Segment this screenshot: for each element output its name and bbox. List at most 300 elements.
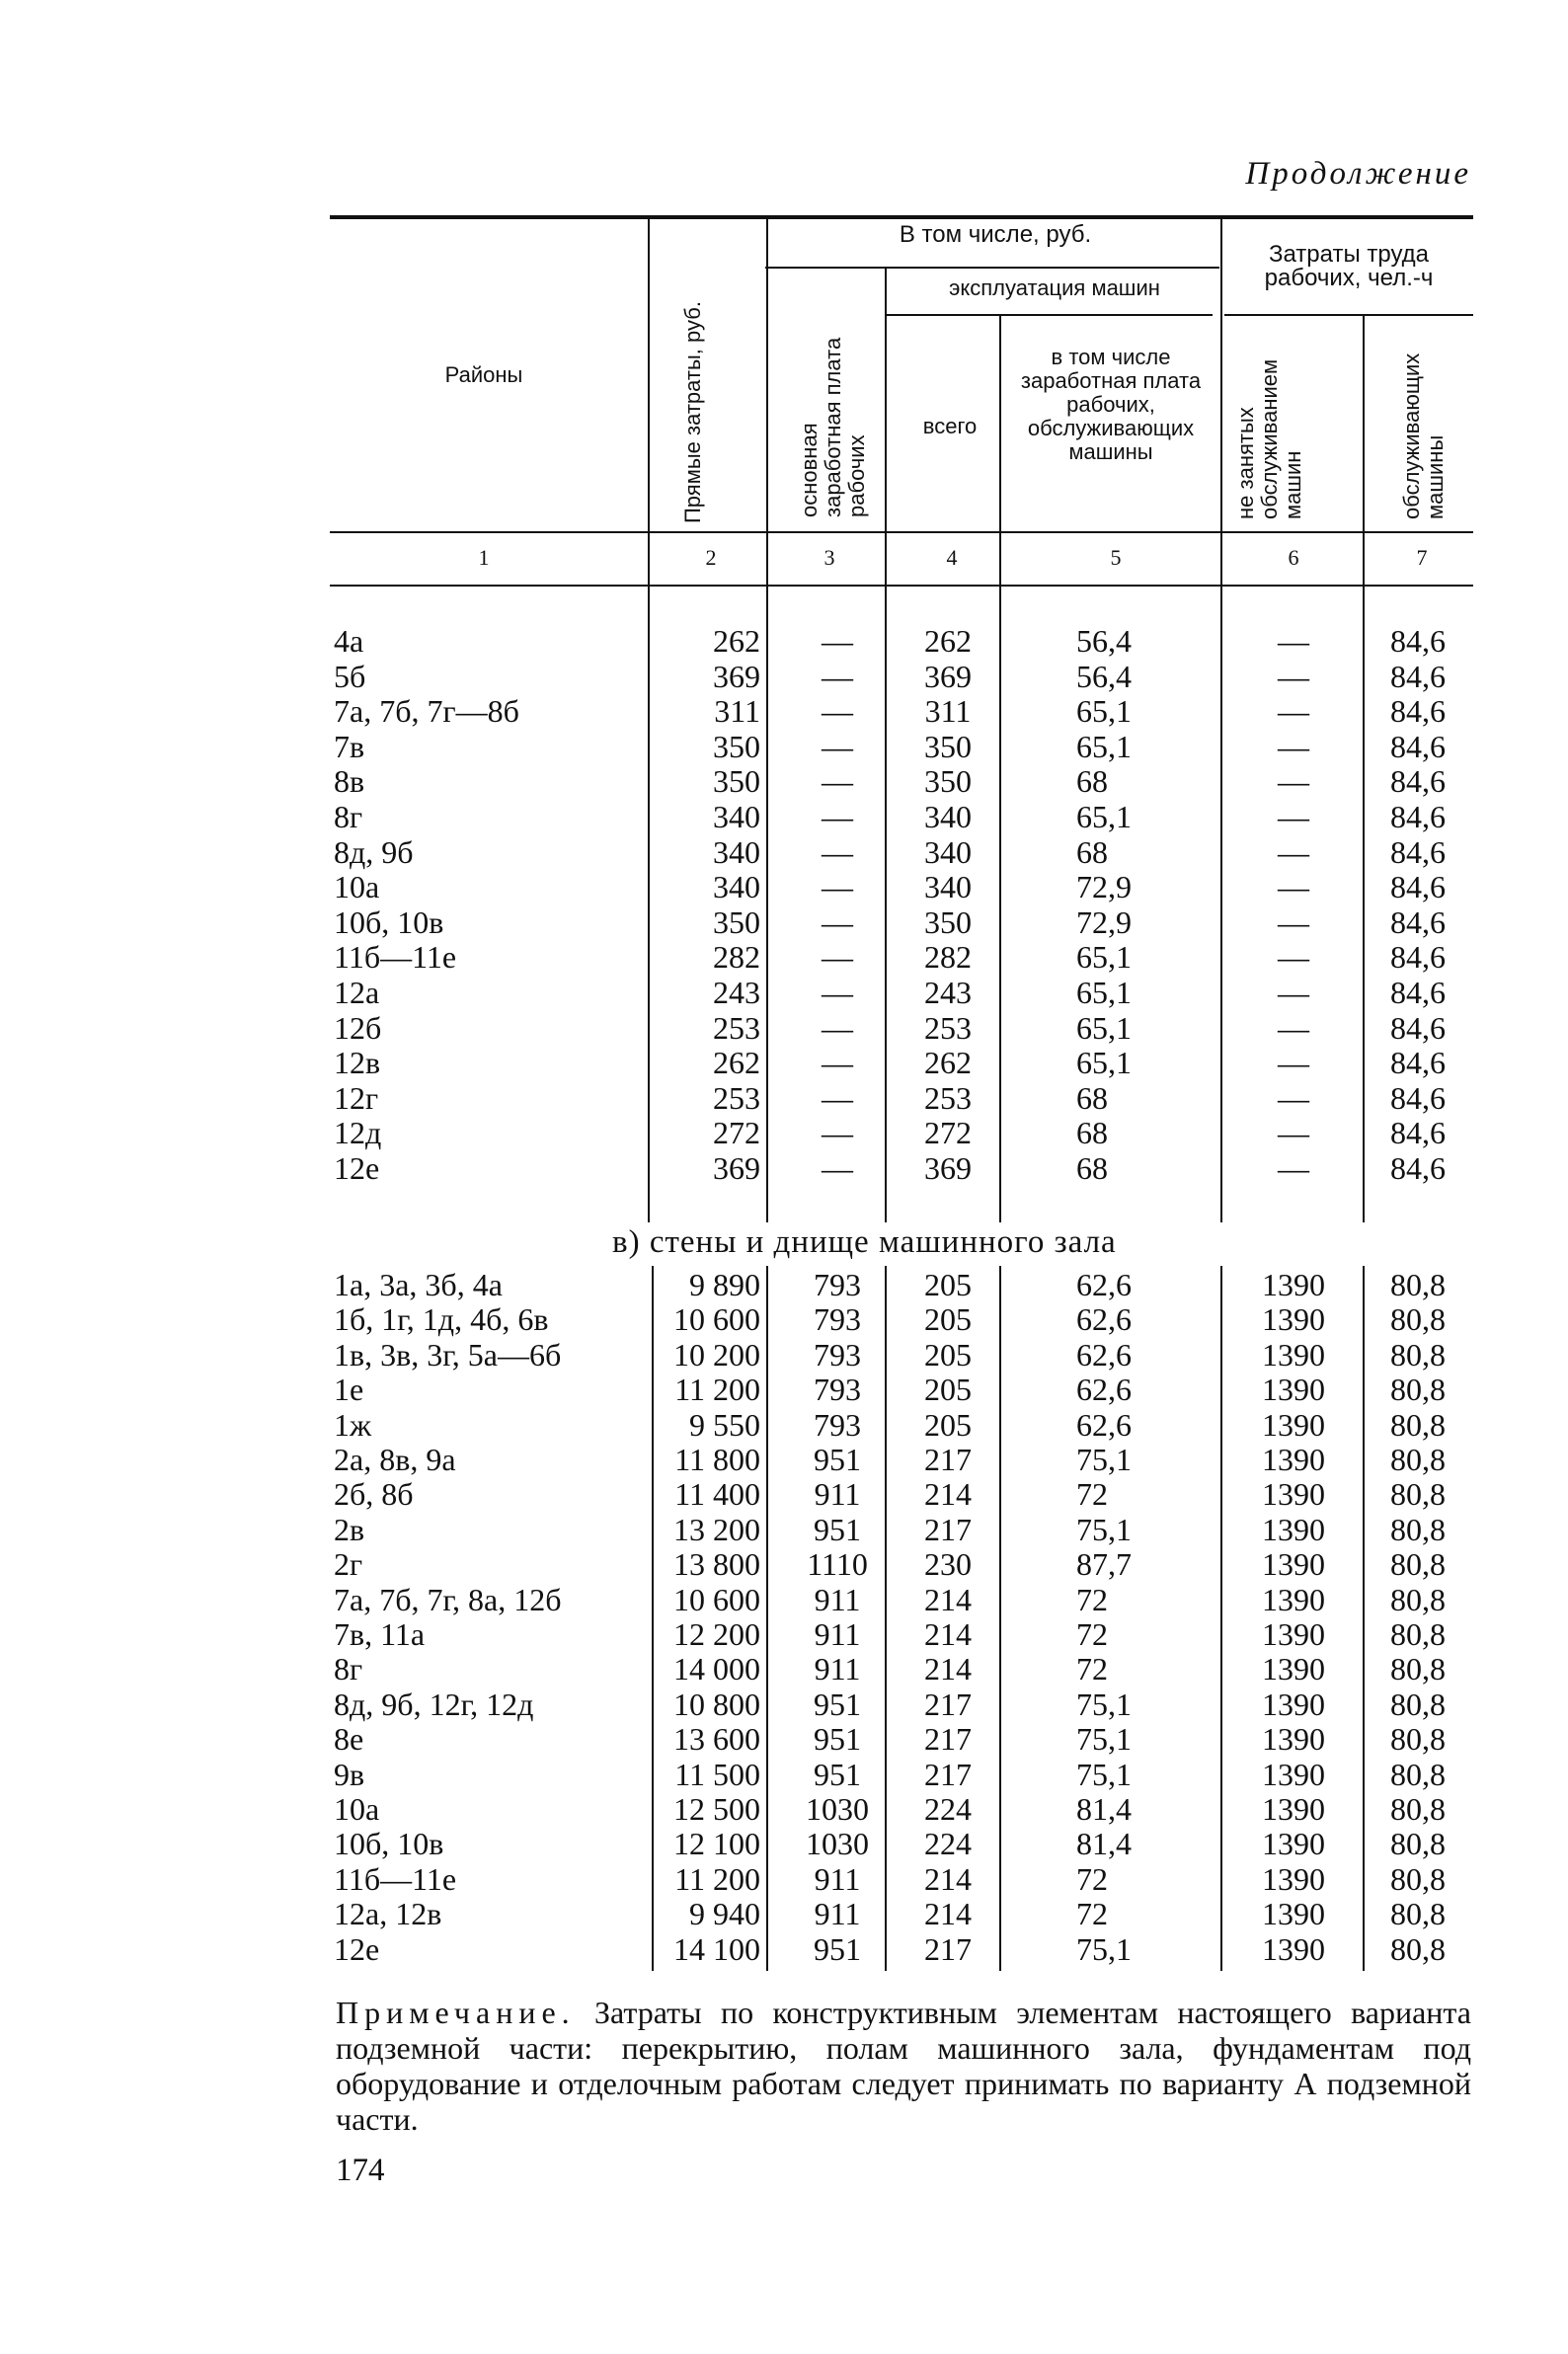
table-cell-col2: 12 500 [673, 1791, 760, 1827]
table-cell-col2: 272 [713, 1115, 760, 1151]
table-cell-col5: 68 [1076, 833, 1108, 870]
table-cell-col1: 2а, 8в, 9а [334, 1442, 456, 1477]
table-cell-col4: 369 [924, 658, 972, 694]
table-cell-col2: 369 [713, 658, 760, 694]
table-cell-col1: 2г [334, 1546, 363, 1583]
table-row [0, 1081, 1568, 1116]
table-cell-col3: — [822, 1115, 853, 1151]
table-cell-col7: 80,8 [1390, 1826, 1446, 1862]
table-cell-col3: — [822, 623, 853, 659]
table-cell-col6: — [1278, 1079, 1309, 1116]
table-cell-col3: 793 [814, 1372, 861, 1408]
table-cell-col1: 7а, 7б, 7г—8б [334, 693, 519, 730]
table-row [0, 1116, 1568, 1150]
table-cell-col5: 72 [1076, 1896, 1108, 1932]
table-cell-col4: 253 [924, 1009, 972, 1046]
table-cell-col5: 72,9 [1076, 903, 1132, 940]
table-row [0, 660, 1568, 694]
table-cell-col3: — [822, 1150, 853, 1186]
table-cell-col7: 84,6 [1390, 1079, 1446, 1116]
table-cell-col1: 11б—11е [334, 939, 457, 976]
colnum-1: 1 [478, 545, 490, 570]
table-cell-col4: 282 [924, 939, 972, 976]
footnote-label: Примечание. [336, 1995, 576, 2030]
table-cell-col4: 214 [924, 1651, 972, 1687]
table-cell-col6: — [1278, 693, 1309, 730]
table-cell-col2: 340 [713, 799, 760, 834]
table-row [0, 1477, 1568, 1512]
table-row [0, 1151, 1568, 1186]
table-cell-col1: 2б, 8б [334, 1476, 414, 1513]
table-row [0, 1338, 1568, 1373]
colnum-4: 4 [946, 545, 958, 570]
table-cell-col2: 11 400 [674, 1476, 760, 1513]
table-cell-col7: 80,8 [1390, 1721, 1446, 1758]
table-cell-col2: 11 200 [674, 1860, 760, 1897]
table-cell-col4: 205 [924, 1267, 972, 1302]
table-cell-col6: 1390 [1262, 1616, 1325, 1652]
table-row [0, 1302, 1568, 1337]
header-incl-wage: в том числе заработная плата рабочих, обслуживающих машины [1020, 345, 1202, 464]
table-cell-col6: 1390 [1262, 1756, 1325, 1792]
table-cell-col2: 282 [713, 939, 760, 976]
table-cell-col4: 217 [924, 1442, 972, 1477]
table-cell-col4: 230 [924, 1546, 972, 1583]
table-row [0, 1408, 1568, 1443]
header-districts: Районы [444, 362, 523, 387]
table-cell-col1: 12а, 12в [334, 1896, 442, 1932]
table-cell-col3: 793 [814, 1301, 861, 1338]
table-cell-col5: 65,1 [1076, 939, 1132, 976]
table-cell-col3: 1030 [806, 1791, 869, 1827]
table-cell-col1: 12е [334, 1930, 380, 1967]
table-cell-col7: 80,8 [1390, 1930, 1446, 1967]
table-cell-col1: 12а [334, 975, 380, 1010]
header-machine-servicing: обслуживающих машины [1399, 353, 1448, 519]
table-cell-col2: 9 550 [689, 1406, 760, 1443]
table-cell-col1: 8д, 9б [334, 833, 414, 870]
table-cell-col7: 80,8 [1390, 1860, 1446, 1897]
table-cell-col2: 262 [713, 623, 760, 659]
table-cell-col5: 72 [1076, 1476, 1108, 1513]
table-cell-col6: 1390 [1262, 1686, 1325, 1722]
table-cell-col2: 13 200 [673, 1511, 760, 1547]
table-cell-col7: 84,6 [1390, 1115, 1446, 1151]
table-row [0, 1758, 1568, 1792]
table-cell-col6: 1390 [1262, 1651, 1325, 1687]
table-cell-col6: — [1278, 833, 1309, 870]
table-cell-col7: 80,8 [1390, 1336, 1446, 1373]
table-cell-col4: 311 [924, 693, 972, 730]
table-cell-col6: 1390 [1262, 1546, 1325, 1583]
table-cell-col4: 217 [924, 1930, 972, 1967]
table-cell-col2: 13 600 [673, 1721, 760, 1758]
table-cell-col4: 217 [924, 1511, 972, 1547]
colnum-3: 3 [823, 545, 835, 570]
table-cell-col5: 62,6 [1076, 1267, 1132, 1302]
table-cell-col6: — [1278, 763, 1309, 800]
table-cell-col4: 214 [924, 1896, 972, 1932]
table-cell-col7: 80,8 [1390, 1896, 1446, 1932]
table-cell-col4: 253 [924, 1079, 972, 1116]
table-row [0, 1373, 1568, 1407]
table-row [0, 940, 1568, 975]
table-cell-col4: 262 [924, 623, 972, 659]
table-cell-col5: 62,6 [1076, 1336, 1132, 1373]
table-cell-col7: 84,6 [1390, 975, 1446, 1010]
table-cell-col2: 243 [713, 975, 760, 1010]
table-cell-col3: — [822, 693, 853, 730]
table-cell-col5: 62,6 [1076, 1301, 1132, 1338]
table-cell-col4: 340 [924, 833, 972, 870]
table-cell-col4: 217 [924, 1686, 972, 1722]
table-cell-col1: 8е [334, 1721, 364, 1758]
table-cell-col7: 80,8 [1390, 1686, 1446, 1722]
table-cell-col2: 253 [713, 1009, 760, 1046]
table-cell-col6: 1390 [1262, 1406, 1325, 1443]
table-cell-col6: 1390 [1262, 1896, 1325, 1932]
table-cell-col2: 12 200 [673, 1616, 760, 1652]
table-cell-col2: 10 600 [673, 1581, 760, 1617]
table-cell-col4: 262 [924, 1045, 972, 1081]
table-cell-col4: 369 [924, 1150, 972, 1186]
table-cell-col2: 14 100 [673, 1930, 760, 1967]
table-cell-col2: 350 [713, 728, 760, 764]
table-row [0, 976, 1568, 1010]
table-cell-col1: 12в [334, 1045, 381, 1081]
table-cell-col6: — [1278, 728, 1309, 764]
table-row [0, 1513, 1568, 1547]
table-cell-col5: 68 [1076, 1115, 1108, 1151]
header-rule-a [765, 267, 1219, 269]
table-cell-col1: 7в [334, 728, 365, 764]
table-cell-col6: 1390 [1262, 1476, 1325, 1513]
table-cell-col4: 205 [924, 1301, 972, 1338]
colnum-2: 2 [705, 545, 717, 570]
table-cell-col5: 75,1 [1076, 1442, 1132, 1477]
table-cell-col1: 5б [334, 658, 366, 694]
table-cell-col7: 80,8 [1390, 1546, 1446, 1583]
table-cell-col5: 75,1 [1076, 1930, 1132, 1967]
table-cell-col6: 1390 [1262, 1581, 1325, 1617]
table-row [0, 1046, 1568, 1080]
table-cell-col3: — [822, 1079, 853, 1116]
table-cell-col2: 340 [713, 833, 760, 870]
table-cell-col5: 68 [1076, 763, 1108, 800]
header-total: всего [922, 414, 978, 438]
table-cell-col6: — [1278, 1150, 1309, 1186]
table-cell-col4: 340 [924, 799, 972, 834]
table-cell-col3: — [822, 799, 853, 834]
table-cell-col2: 262 [713, 1045, 760, 1081]
header-rule-b [887, 314, 1213, 316]
table-cell-col7: 80,8 [1390, 1372, 1446, 1408]
table-cell-col3: 951 [814, 1686, 861, 1722]
footnote [336, 1995, 1471, 2137]
table-cell-col7: 84,6 [1390, 728, 1446, 764]
table-cell-col5: 72 [1076, 1860, 1108, 1897]
table-cell-col4: 350 [924, 728, 972, 764]
table-row [0, 835, 1568, 870]
table-cell-col6: — [1278, 939, 1309, 976]
table-cell-col4: 205 [924, 1336, 972, 1373]
table-cell-col5: 72 [1076, 1616, 1108, 1652]
table-cell-col4: 217 [924, 1721, 972, 1758]
table-cell-col6: 1390 [1262, 1721, 1325, 1758]
table-cell-col3: 951 [814, 1511, 861, 1547]
table-cell-col3: 793 [814, 1267, 861, 1302]
table-row [0, 1652, 1568, 1687]
table-cell-col6: 1390 [1262, 1791, 1325, 1827]
table-cell-col6: — [1278, 623, 1309, 659]
table-cell-col7: 84,6 [1390, 623, 1446, 659]
table-cell-col7: 84,6 [1390, 799, 1446, 834]
table-cell-col2: 11 200 [674, 1372, 760, 1408]
table-cell-col2: 12 100 [673, 1826, 760, 1862]
table-cell-col4: 214 [924, 1860, 972, 1897]
table-cell-col2: 9 890 [689, 1267, 760, 1302]
table-cell-col6: — [1278, 1115, 1309, 1151]
table-cell-col2: 10 600 [673, 1301, 760, 1338]
table-cell-col7: 84,6 [1390, 693, 1446, 730]
table-cell-col2: 10 200 [673, 1336, 760, 1373]
table-cell-col1: 12д [334, 1115, 382, 1151]
table-cell-col2: 13 800 [673, 1546, 760, 1583]
table-cell-col2: 350 [713, 763, 760, 800]
table-cell-col3: 793 [814, 1336, 861, 1373]
table-cell-col3: 911 [814, 1476, 861, 1513]
table-cell-col5: 72 [1076, 1651, 1108, 1687]
table-cell-col6: — [1278, 658, 1309, 694]
table-cell-col3: 911 [814, 1651, 861, 1687]
table-cell-col1: 7в, 11а [334, 1616, 426, 1652]
table-cell-col7: 80,8 [1390, 1476, 1446, 1513]
table-row [0, 764, 1568, 799]
table-cell-col2: 9 940 [689, 1896, 760, 1932]
table-row [0, 1547, 1568, 1582]
table-row [0, 1617, 1568, 1652]
table-cell-col6: 1390 [1262, 1860, 1325, 1897]
table-cell-col7: 80,8 [1390, 1267, 1446, 1302]
table-cell-col5: 65,1 [1076, 1045, 1132, 1081]
table-row [0, 1897, 1568, 1931]
table-cell-col7: 84,6 [1390, 903, 1446, 940]
table-cell-col3: 951 [814, 1930, 861, 1967]
table-cell-col1: 8в [334, 763, 365, 800]
table-cell-col3: — [822, 833, 853, 870]
table-cell-col6: — [1278, 1045, 1309, 1081]
table-row [0, 870, 1568, 904]
table-cell-col5: 56,4 [1076, 658, 1132, 694]
table-cell-col2: 11 800 [674, 1442, 760, 1477]
table-cell-col4: 214 [924, 1581, 972, 1617]
table-cell-col3: — [822, 903, 853, 940]
table-cell-col4: 224 [924, 1826, 972, 1862]
table-row [0, 1722, 1568, 1757]
table-cell-col6: — [1278, 799, 1309, 834]
table-cell-col4: 205 [924, 1372, 972, 1408]
table-cell-col7: 80,8 [1390, 1511, 1446, 1547]
table-cell-col6: — [1278, 975, 1309, 1010]
table-row [0, 694, 1568, 729]
table-cell-col3: — [822, 869, 853, 905]
table-row [0, 1583, 1568, 1617]
table-cell-col5: 65,1 [1076, 1009, 1132, 1046]
table-cell-col5: 68 [1076, 1079, 1108, 1116]
table-cell-col7: 80,8 [1390, 1406, 1446, 1443]
table-cell-col6: — [1278, 903, 1309, 940]
header-direct-costs: Прямые затраты, руб. [680, 301, 705, 523]
table-cell-col5: 72,9 [1076, 869, 1132, 905]
table-cell-col1: 1в, 3в, 3г, 5а—6б [334, 1336, 562, 1373]
table-cell-col7: 84,6 [1390, 939, 1446, 976]
table-cell-col3: 951 [814, 1756, 861, 1792]
table-cell-col7: 80,8 [1390, 1301, 1446, 1338]
table-cell-col4: 340 [924, 869, 972, 905]
header-rule-c [1224, 314, 1473, 316]
header-machine-operation: эксплуатация машин [949, 275, 1160, 300]
table-cell-col1: 10б, 10в [334, 1826, 444, 1862]
table-cell-col1: 9в [334, 1756, 365, 1792]
table-row [0, 905, 1568, 940]
table-cell-col1: 10б, 10в [334, 903, 444, 940]
table-cell-col3: — [822, 939, 853, 976]
table-cell-col5: 62,6 [1076, 1372, 1132, 1408]
table-cell-col5: 75,1 [1076, 1511, 1132, 1547]
table-cell-col7: 84,6 [1390, 658, 1446, 694]
table-cell-col4: 350 [924, 763, 972, 800]
table-cell-col1: 4а [334, 623, 364, 659]
table-cell-col7: 80,8 [1390, 1616, 1446, 1652]
table-cell-col6: 1390 [1262, 1511, 1325, 1547]
table-cell-col7: 80,8 [1390, 1581, 1446, 1617]
table-cell-col1: 12г [334, 1079, 379, 1116]
table-cell-col7: 84,6 [1390, 1009, 1446, 1046]
table-row [0, 1862, 1568, 1897]
table-cell-col5: 87,7 [1076, 1546, 1132, 1583]
table-cell-col2: 311 [714, 693, 760, 730]
table-cell-col3: 911 [814, 1616, 861, 1652]
table-row [0, 800, 1568, 834]
table-cell-col3: 1030 [806, 1826, 869, 1862]
table-cell-col7: 84,6 [1390, 1150, 1446, 1186]
table-cell-col4: 217 [924, 1756, 972, 1792]
table-cell-col6: 1390 [1262, 1336, 1325, 1373]
table-cell-col4: 350 [924, 903, 972, 940]
table-cell-col7: 80,8 [1390, 1791, 1446, 1827]
table-cell-col5: 81,4 [1076, 1791, 1132, 1827]
table-cell-col1: 1а, 3а, 3б, 4а [334, 1267, 503, 1302]
table-cell-col3: 911 [814, 1896, 861, 1932]
table-cell-col6: 1390 [1262, 1826, 1325, 1862]
table-cell-col7: 80,8 [1390, 1651, 1446, 1687]
table-row [0, 1011, 1568, 1046]
table-cell-col2: 10 800 [673, 1686, 760, 1722]
table-cell-col5: 81,4 [1076, 1826, 1132, 1862]
table-cell-col1: 12б [334, 1009, 382, 1046]
table-cell-col2: 369 [713, 1150, 760, 1186]
table-top-rule [330, 215, 1473, 219]
table-cell-col4: 214 [924, 1476, 972, 1513]
table-cell-col4: 243 [924, 975, 972, 1010]
continuation-label: Продолжение [1245, 156, 1471, 192]
table-cell-col1: 10а [334, 1791, 380, 1827]
table-cell-col5: 65,1 [1076, 728, 1132, 764]
table-cell-col5: 62,6 [1076, 1406, 1132, 1443]
table-cell-col7: 84,6 [1390, 763, 1446, 800]
table-cell-col3: 951 [814, 1442, 861, 1477]
table-cell-col5: 68 [1076, 1150, 1108, 1186]
table-cell-col5: 75,1 [1076, 1686, 1132, 1722]
table-cell-col5: 75,1 [1076, 1721, 1132, 1758]
table-cell-col4: 224 [924, 1791, 972, 1827]
table-row [0, 1932, 1568, 1967]
table-cell-col6: — [1278, 1009, 1309, 1046]
table-cell-col1: 7а, 7б, 7г, 8а, 12б [334, 1581, 562, 1617]
table-cell-col3: — [822, 1009, 853, 1046]
table-cell-col3: 911 [814, 1860, 861, 1897]
table-cell-col5: 72 [1076, 1581, 1108, 1617]
table-cell-col3: — [822, 975, 853, 1010]
table-cell-col1: 1е [334, 1372, 364, 1408]
table-cell-col2: 11 500 [674, 1756, 760, 1792]
header-bottom-rule [330, 531, 1473, 533]
table-row [0, 1827, 1568, 1861]
footnote-text: Затраты по конструктивным элементам настоящего варианта подземной части: перекрытию, полам машинного зала, фундаментам под оборудование и отделочным работам следует принимать по варианту А подземной части. [336, 1995, 1471, 2137]
table-cell-col1: 11б—11е [334, 1860, 457, 1897]
table-cell-col3: — [822, 728, 853, 764]
table-cell-col2: 340 [713, 869, 760, 905]
table-cell-col6: 1390 [1262, 1930, 1325, 1967]
table-cell-col3: — [822, 658, 853, 694]
table-cell-col2: 14 000 [673, 1651, 760, 1687]
table-cell-col5: 65,1 [1076, 799, 1132, 834]
table-cell-col7: 84,6 [1390, 833, 1446, 870]
table-row [0, 1792, 1568, 1827]
table-cell-col7: 84,6 [1390, 869, 1446, 905]
table-cell-col1: 2в [334, 1511, 365, 1547]
table-cell-col6: — [1278, 869, 1309, 905]
table-cell-col5: 75,1 [1076, 1756, 1132, 1792]
table-cell-col4: 272 [924, 1115, 972, 1151]
table-row [0, 1687, 1568, 1722]
table-cell-col6: 1390 [1262, 1372, 1325, 1408]
table-cell-col4: 205 [924, 1406, 972, 1443]
table-cell-col1: 1ж [334, 1406, 372, 1443]
table-cell-col5: 56,4 [1076, 623, 1132, 659]
table-cell-col3: — [822, 1045, 853, 1081]
section-b-title: в) стены и днище машинного зала [612, 1224, 1117, 1260]
table-cell-col3: 951 [814, 1721, 861, 1758]
table-row [0, 1268, 1568, 1302]
table-cell-col4: 214 [924, 1616, 972, 1652]
table-cell-col3: 911 [814, 1581, 861, 1617]
table-cell-col6: 1390 [1262, 1442, 1325, 1477]
table-cell-col7: 80,8 [1390, 1756, 1446, 1792]
table-cell-col5: 65,1 [1076, 693, 1132, 730]
header-labor-costs: Затраты труда рабочих, чел.-ч [1264, 241, 1434, 291]
table-cell-col1: 8г [334, 1651, 363, 1687]
colnum-6: 6 [1288, 545, 1299, 570]
colnum-7: 7 [1416, 545, 1428, 570]
table-cell-col1: 10а [334, 869, 380, 905]
header-including: В том числе, руб. [899, 221, 1092, 248]
table-cell-col1: 8г [334, 799, 363, 834]
table-cell-col3: 793 [814, 1406, 861, 1443]
table-cell-col7: 80,8 [1390, 1442, 1446, 1477]
table-cell-col1: 8д, 9б, 12г, 12д [334, 1686, 534, 1722]
page-number: 174 [336, 2153, 385, 2188]
